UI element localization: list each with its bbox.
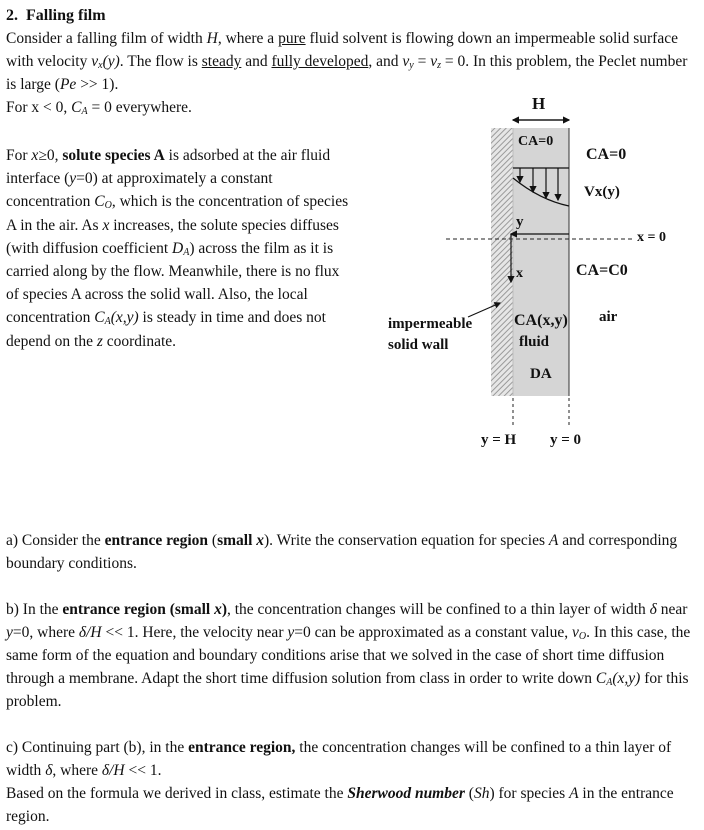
x-axis-label: x [516, 266, 523, 281]
vx-label: Vx(y) [584, 184, 620, 200]
y-H-label: y = H [481, 432, 517, 448]
solid-wall-hatch [491, 128, 513, 396]
part-c: c) Continuing part (b), in the entrance region, the concentration changes will be confined to a thin layer of width δ, where δ/H << 1. Based on the formula we derived in class, estimate the Sherwood number (Sh) for species A in the entrance region. [6, 739, 674, 825]
left-paragraph: For x≥0, solute species A is adsorbed at the air fluid interface (y=0) at approximately a constant concentration $C_O$, which is the concentration of species A in the air. As x increases, the solute species diffuses (with diffusion coefficient $D_A$) across the film as it is carried along by the flow. Meanwhile, there is no flux of species A across the solid wall. Also, the local concentration $C_A(x,y)$ is steady in time and does not depend on the z coordinate. [6, 147, 349, 350]
h-dimension-label: H [532, 94, 546, 113]
ca0-inner-label: CA=0 [518, 134, 554, 149]
part-a: a) Consider the entrance region (small x). Write the conservation equation for species A and corresponding boundary conditions. [6, 532, 678, 572]
ca0-outer-label: CA=0 [586, 146, 627, 163]
caxy-label: CA(x,y) [514, 312, 568, 329]
fluid-label: fluid [519, 334, 550, 350]
ca-c0-label: CA=C0 [576, 262, 628, 279]
y-axis-label: y [516, 214, 524, 230]
problem-title-text: Falling film [26, 7, 106, 24]
problem-number: 2. [6, 7, 18, 24]
air-label: air [599, 309, 618, 325]
intro-paragraph: Consider a falling film of width H, where a pure fluid solvent is flowing down an impermeable solid surface with velocity $v_x(y)$. The flow is steady and fully developed, and $v_y = v_z = 0$. In this problem, the Peclet number is large (Pe >> 1). For x < 0, $C_A = 0$ everywhere. [6, 30, 688, 117]
part-b: b) In the entrance region (small x), the concentration changes will be confined to a thin layer of width δ near y=0, where δ/H << 1. Here, the velocity near y=0 can be approximated as a constant value, $v_O$. In this case, the same form of the equation and boundary conditions arise that we solved in the case of short time diffusion through a membrane. Adapt the short time diffusion solution from class in order to write down $C_A(x,y)$ for this problem. [6, 601, 691, 710]
x-zero-label: x = 0 [637, 230, 666, 245]
da-label: DA [530, 366, 552, 382]
y-0-label: y = 0 [550, 432, 582, 448]
wall-label-line1: impermeable [388, 316, 473, 332]
wall-label-line2: solid wall [388, 337, 449, 353]
